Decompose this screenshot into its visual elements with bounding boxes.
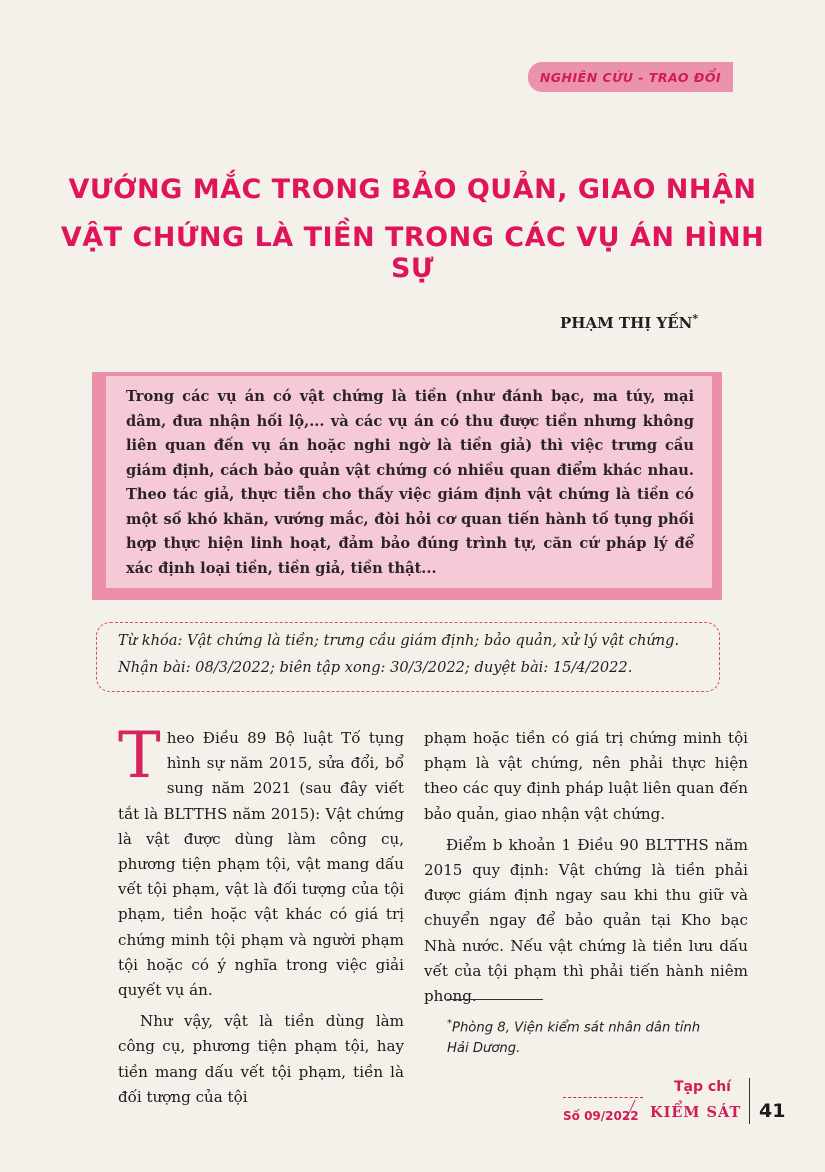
footer-dashed-rule	[563, 1097, 643, 1098]
author-name	[560, 312, 698, 332]
body-paragraph: Điểm b khoản 1 Điều 90 BLTTHS năm 2015 quy định: Vật chứng là tiền phải được giám định ngay sau khi thu giữ và chuyển ngay để bảo quản tại Kho bạc Nhà nước. Nếu vật chứng là tiền lưu dấu vết của tội phạm thì phải tiến hành niêm phong.	[424, 835, 748, 1006]
author-name-text: PHẠM THỊ YẾN	[560, 314, 693, 332]
article-title-line-1: VƯỚNG MẮC TRONG BẢO QUẢN, GIAO NHẬN	[68, 174, 757, 205]
body-column-right	[424, 726, 748, 1009]
drop-cap: T	[118, 719, 161, 793]
article-title-line-2: VẬT CHỨNG LÀ TIỀN TRONG CÁC VỤ ÁN HÌNH SỰ	[60, 222, 765, 284]
footnote-divider	[447, 999, 543, 1000]
dates-line: Nhận bài: 08/3/2022; biên tập xong: 30/3/2022; duyệt bài: 15/4/2022.	[118, 659, 633, 676]
footnote-mark: *	[447, 1018, 452, 1029]
body-paragraph-text: heo Điều 89 Bộ luật Tố tụng hình sự năm 2015, sửa đổi, bổ sung năm 2021 (sau đây viết tắt là BLTTHS năm 2015): Vật chứng là vật được dùng làm công cụ, phương tiện phạm tội, vật mang dấu vết tội phạm, vật là đối tượng của tội phạm, tiền hoặc vật khác có giá trị chứng minh tội phạm và người phạm tội hoặc có ý nghĩa trong việc giải quyết vụ án.	[118, 729, 404, 1000]
keywords-line: Từ khóa: Vật chứng là tiền; trưng cầu giám định; bảo quản, xử lý vật chứng.	[118, 632, 680, 649]
section-tag-label: NGHIÊN CỨU - TRAO ĐỔI	[539, 69, 722, 85]
footnote-text: Phòng 8, Viện kiểm sát nhân dân tỉnh	[452, 1020, 701, 1036]
footnote-line: Hải Dương.	[447, 1041, 521, 1057]
magazine-name: KIỂM SÁT	[650, 1104, 742, 1121]
section-tag	[528, 62, 733, 92]
abstract-text: Trong các vụ án có vật chứng là tiền (như đánh bạc, ma túy, mại dâm, đưa nhận hối lộ,... và các vụ án có thu được tiền nhưng không liên quan đến vụ án hoặc nghi ngờ là tiền giả) thì việc trưng cầu giám định, cách bảo quản vật chứng có nhiều quan điểm khác nhau. Theo tác giả, thực tiễn cho thấy việc giám định vật chứng là tiền có một số khó khăn, vướng mắc, đòi hỏi cơ quan tiến hành tố tụng phối hợp thực hiện linh hoạt, đảm bảo đúng trình tự, căn cứ pháp lý để xác định loại tiền, tiền giả, tiền thật...	[126, 388, 694, 577]
footnote	[447, 1013, 700, 1059]
page-number: 41	[759, 1100, 786, 1122]
issue-number: Số 09/2022	[563, 1109, 639, 1123]
body-paragraph	[118, 719, 404, 1003]
author-footnote-mark: *	[692, 312, 699, 325]
footer-divider	[749, 1078, 750, 1124]
body-paragraph: phạm hoặc tiền có giá trị chứng minh tội phạm là vật chứng, nên phải thực hiện theo các quy định pháp luật liên quan đến bảo quản, giao nhận vật chứng.	[424, 729, 748, 823]
body-paragraph: Như vậy, vật là tiền dùng làm công cụ, phương tiện phạm tội, hay tiền mang dấu vết tội phạm, tiền là đối tượng của tội	[118, 1012, 404, 1106]
footnote-line	[447, 1013, 700, 1038]
magazine-label: Tạp chí	[674, 1079, 731, 1095]
body-column-left	[118, 719, 404, 1110]
